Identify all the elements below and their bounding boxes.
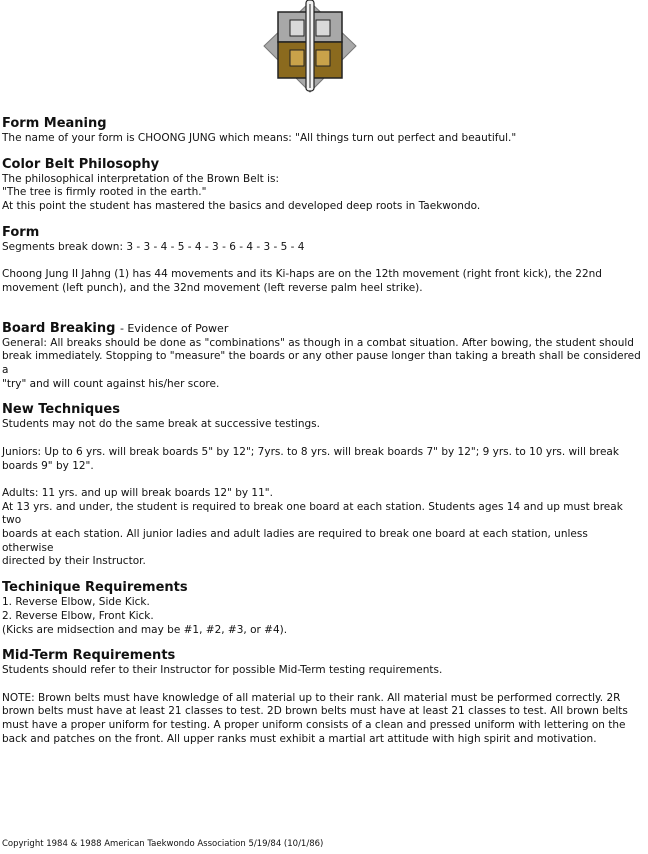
board-general-line-2: break immediately. Stopping to "measure" the boards or any other pause longer than taking a breath shall be considered a	[2, 350, 641, 377]
heading-mid-term-requirements: Mid-Term Requirements	[2, 648, 176, 664]
midterm-line-1: Students should refer to their Instructor for possible Mid-Term testing requirements.	[2, 664, 443, 677]
adults-line-1: Adults: 11 yrs. and up will break boards 12" by 11".	[2, 486, 273, 499]
belt-emblem-svg	[262, 0, 358, 93]
section-form	[2, 225, 642, 296]
heading-technique-requirements: Techinique Requirements	[2, 580, 188, 596]
section-new-techniques	[2, 402, 642, 569]
board-breaking-subtitle: - Evidence of Power	[119, 321, 229, 335]
section-technique-requirements	[2, 580, 642, 637]
section-board-breaking	[2, 321, 642, 392]
heading-form-meaning: Form Meaning	[2, 116, 107, 131]
heading-board-breaking	[2, 321, 642, 337]
adults-line-4: directed by their Instructor.	[2, 555, 146, 568]
techreq-line-2: 2. Reverse Elbow, Front Kick.	[2, 609, 154, 622]
adults-line-2: At 13 yrs. and under, the student is required to break one board at each station. Students ages 14 and up must break two	[2, 500, 623, 527]
heading-new-techniques: New Techniques	[2, 402, 120, 418]
form-movements-line-1: Choong Jung II Jahng (1) has 44 movements and its Ki-haps are on the 12th movement (right front kick), the 22nd	[2, 268, 602, 281]
adults-line-3: boards at each station. All junior ladies and adult ladies are required to break one board at each station, unless otherwise	[2, 528, 588, 554]
section-form-meaning	[2, 116, 642, 146]
note-line-1: NOTE: Brown belts must have knowledge of all material up to their rank. All material must be performed correctly. 2R	[2, 691, 621, 704]
heading-form: Form	[2, 224, 40, 240]
juniors-line-2: boards 9" by 12".	[2, 459, 94, 472]
philosophy-line-1: The philosophical interpretation of the Brown Belt is:	[2, 172, 279, 185]
juniors-line-1: Juniors: Up to 6 yrs. will break boards 5" by 12"; 7yrs. to 8 yrs. will break boards 7" by 12"; 9 yrs. to 10 yrs. will break	[2, 445, 619, 458]
belt-emblem-icon	[262, 0, 358, 93]
board-breaking-title: Board Breaking	[2, 320, 116, 336]
document-body	[2, 116, 642, 746]
philosophy-line-3: At this point the student has mastered the basics and developed deep roots in Taekwondo.	[2, 200, 481, 213]
techreq-line-1: 1. Reverse Elbow, Side Kick.	[2, 596, 150, 609]
section-color-belt-philosophy	[2, 157, 642, 214]
heading-color-belt-philosophy: Color Belt Philosophy	[2, 156, 160, 172]
note-line-2: brown belts must have at least 21 classes to test. 2D brown belts must have at least 21 classes to test. All brown belts	[2, 705, 628, 718]
copyright-footer: Copyright 1984 & 1988 American Taekwondo Association 5/19/84 (10/1/86)	[2, 839, 324, 849]
note-line-4: back and patches on the front. All upper ranks must exhibit a martial art attitude with high spirit and motivation.	[2, 732, 597, 745]
note-line-3: must have a proper uniform for testing. A proper uniform consists of a clean and pressed uniform with lettering on the	[2, 719, 626, 732]
techreq-line-3: (Kicks are midsection and may be #1, #2, #3, or #4).	[2, 623, 288, 636]
philosophy-line-2: "The tree is firmly rooted in the earth."	[2, 186, 207, 199]
board-general-line-3: "try" and will count against his/her score.	[2, 377, 220, 390]
form-meaning-text: The name of your form is CHOONG JUNG which means: "All things turn out perfect and beautiful."	[2, 132, 517, 144]
new-tech-line-1: Students may not do the same break at successive testings.	[2, 418, 320, 431]
form-segments: Segments break down: 3 - 3 - 4 - 5 - 4 - 3 - 6 - 4 - 3 - 5 - 4	[2, 240, 305, 253]
section-mid-term-requirements	[2, 648, 642, 746]
board-general-line-1: General: All breaks should be done as "combinations" as though in a combat situation. After bowing, the student should	[2, 336, 634, 349]
form-movements-line-2: movement (left punch), and the 32nd movement (left reverse palm heel strike).	[2, 281, 423, 294]
